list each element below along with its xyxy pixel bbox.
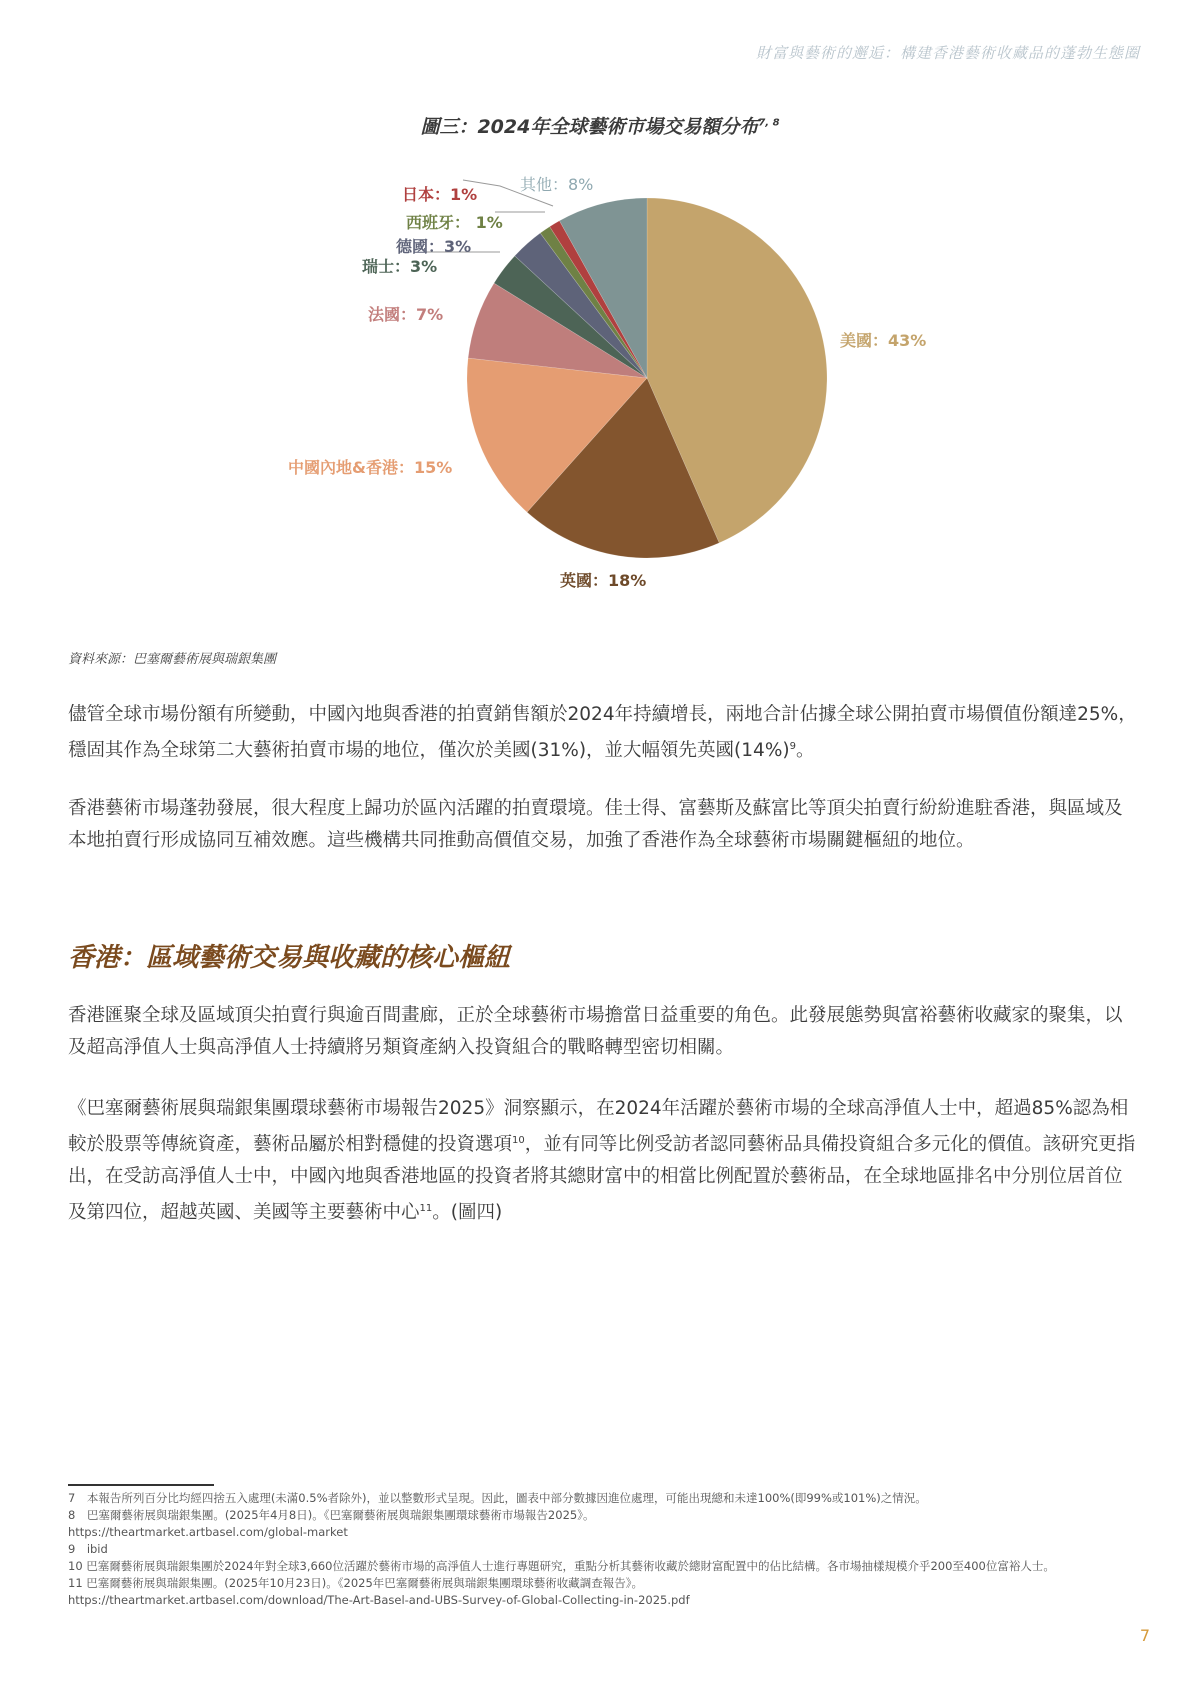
- paragraph-2: 香港藝術市場蓬勃發展，很大程度上歸功於區內活躍的拍賣環境。佳士得、富藝斯及蘇富比等頂尖拍賣行紛紛進駐香港，與區域及本地拍賣行形成協同互補效應。這些機構共同推動高價值交易，加強了香港作為全球藝術市場關鍵樞紐的地位。: [68, 798, 1123, 851]
- footnote-9: 9 ibid: [68, 1542, 108, 1556]
- paragraph-4-text-c: 。(圖四): [432, 1202, 503, 1224]
- pie-label: 中國內地&香港：15%: [288, 458, 453, 477]
- footnote-8-link[interactable]: https://theartmarket.artbasel.com/global-market: [68, 1525, 348, 1539]
- footnote-ref-10: 10: [512, 1135, 525, 1146]
- paragraph-1-text: 儘管全球市場份額有所變動，中國內地與香港的拍賣銷售額於2024年持續增長，兩地合計佔據全球公開拍賣市場價值份額達25%，穩固其作為全球第二大藝術拍賣市場的地位，僅次於美國(31%)，並大幅領先英國(14%): [68, 704, 1137, 762]
- pie-label: 日本：1%: [402, 185, 478, 204]
- pie-chart: [0, 0, 1200, 620]
- footnotes: [68, 1490, 1138, 1609]
- pie-label: 其他：8%: [520, 175, 594, 194]
- footnote-10: 10 巴塞爾藝術展與瑞銀集團於2024年對全球3,660位活躍於藝術市場的高淨值人士進行專題研究，重點分析其藝術收藏於總財富配置中的佔比結構。各市場抽樣規模介乎200至400位富裕人士。: [68, 1559, 1055, 1573]
- section-title: 香港：區域藝術交易與收藏的核心樞紐: [68, 943, 511, 973]
- paragraph-4: [68, 1093, 1138, 1229]
- footnote-7: 7 本報告所列百分比均經四捨五入處理(未滿0.5%者除外)，並以整數形式呈現。因此，圖表中部分數據因進位處理，可能出現總和未達100%(即99%或101%)之情況。: [68, 1491, 927, 1505]
- paragraph-1: [68, 699, 1138, 767]
- paragraph-3: 香港匯聚全球及區域頂尖拍賣行與逾百間畫廊，正於全球藝術市場擔當日益重要的角色。此發展態勢與富裕藝術收藏家的聚集，以及超高淨值人士與高淨值人士持續將另類資產納入投資組合的戰略轉型密切相關。: [68, 1005, 1123, 1058]
- pie-label: 西班牙： 1%: [406, 213, 503, 232]
- running-header: 財富與藝術的邂逅：構建香港藝術收藏品的蓬勃生態圈: [755, 44, 1140, 62]
- page-number: 7: [1139, 1626, 1150, 1645]
- paragraph-4-text-b: ，並有同等比例受訪者認同藝術品具備投資組合多元化的價值。該研究更指出，在受訪高淨值人士中，中國內地與香港地區的投資者將其總財富中的相當比例配置於藝術品，在全球地區排名中分別位居首位及第四位，超越英國、美國等主要藝術中心: [68, 1134, 1136, 1224]
- figure-source: 資料來源：巴塞爾藝術展與瑞銀集團: [68, 652, 277, 667]
- footnote-8: 8 巴塞爾藝術展與瑞銀集團。(2025年4月8日)。《巴塞爾藝術展與瑞銀集團環球藝術市場報告2025》。: [68, 1508, 595, 1522]
- footnote-ref-11: 11: [419, 1203, 433, 1215]
- figure-title-footnote-ref: 7, 8: [758, 117, 780, 129]
- paragraph-4-text-a: 《巴塞爾藝術展與瑞銀集團環球藝術市場報告2025》洞察顯示，在2024年活躍於藝術市場的全球高淨值人士中，超過85%認為相較於股票等傳統資產，藝術品屬於相對穩健的投資選項: [68, 1098, 1129, 1156]
- pie-label: 法國：7%: [368, 305, 444, 324]
- footnote-11: 11 巴塞爾藝術展與瑞銀集團。(2025年10月23日)。《2025年巴塞爾藝術展與瑞銀集團環球藝術收藏調查報告》。: [68, 1576, 644, 1590]
- figure-title-text: 圖三：2024年全球藝術市場交易額分布: [420, 116, 759, 138]
- pie-label: 美國：43%: [840, 331, 927, 350]
- footnote-divider: [68, 1484, 214, 1486]
- footnote-11-link[interactable]: https://theartmarket.artbasel.com/download/The-Art-Basel-and-UBS-Survey-of-Global-Collecting-in-2025.pdf: [68, 1593, 690, 1607]
- pie-chart-svg: [0, 0, 1200, 620]
- pie-label: 德國：3%: [396, 237, 472, 256]
- pie-label: 英國：18%: [560, 571, 647, 590]
- pie-label: 瑞士：3%: [362, 257, 438, 276]
- paragraph-1-end: 。: [796, 740, 815, 762]
- footnote-ref-9: 9: [789, 741, 796, 752]
